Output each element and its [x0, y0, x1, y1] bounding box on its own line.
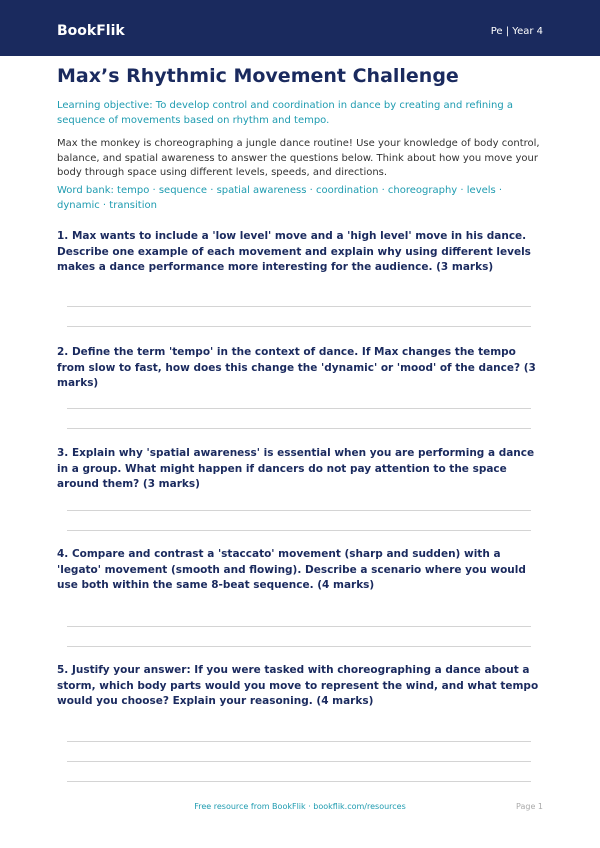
answer-line[interactable]	[67, 326, 531, 327]
answer-line[interactable]	[67, 428, 531, 429]
answer-line[interactable]	[67, 408, 531, 409]
page-title: Max’s Rhythmic Movement Challenge	[57, 65, 459, 87]
answer-line[interactable]	[67, 781, 531, 782]
answer-line[interactable]	[67, 646, 531, 647]
footer-credit[interactable]: Free resource from BookFlik · bookflik.com/resources	[194, 802, 406, 811]
question-5: 5. Justify your answer: If you were tasked with choreographing a dance about a storm, which body parts would you move to represent the wind, and what tempo would you choose? Explain your reasoning. (4 marks)	[57, 664, 539, 707]
answer-line[interactable]	[67, 530, 531, 531]
answer-line[interactable]	[67, 306, 531, 307]
subject-year-label: Pe | Year 4	[490, 26, 543, 37]
question-2: 2. Define the term 'tempo' in the context of dance. If Max changes the tempo from slow to fast, how does this change the 'dynamic' or 'mood' of the dance? (3 marks)	[57, 346, 536, 389]
brand-logo-text[interactable]: BookFlik	[57, 23, 125, 39]
word-bank: Word bank: tempo · sequence · spatial awareness · coordination · choreography · levels · dynamic · transition	[57, 185, 503, 211]
answer-line[interactable]	[67, 510, 531, 511]
answer-line[interactable]	[67, 761, 531, 762]
question-3: 3. Explain why 'spatial awareness' is essential when you are performing a dance in a group. What might happen if dancers do not pay attention to the space around them? (3 marks)	[57, 447, 535, 490]
learning-objective: Learning objective: To develop control and coordination in dance by creating and refining a sequence of movements based on rhythm and tempo.	[57, 100, 513, 126]
intro-text: Max the monkey is choreographing a jungle dance routine! Use your knowledge of body control, balance, and spatial awareness to answer the questions below. Think about how you move your body through space using different levels, speeds, and directions.	[57, 138, 540, 178]
header-bar	[0, 0, 600, 56]
question-1: 1. Max wants to include a 'low level' move and a 'high level' move in his dance. Describe one example of each movement and explain why using different levels makes a dance performance more interesting for the audience. (3 marks)	[57, 230, 531, 273]
question-4: 4. Compare and contrast a 'staccato' movement (sharp and sudden) with a 'legato' movement (smooth and flowing). Describe a scenario where you would use both within the same 8-beat sequence. (4 marks)	[57, 548, 526, 591]
answer-line[interactable]	[67, 626, 531, 627]
answer-line[interactable]	[67, 741, 531, 742]
page-number: Page 1	[516, 802, 543, 811]
